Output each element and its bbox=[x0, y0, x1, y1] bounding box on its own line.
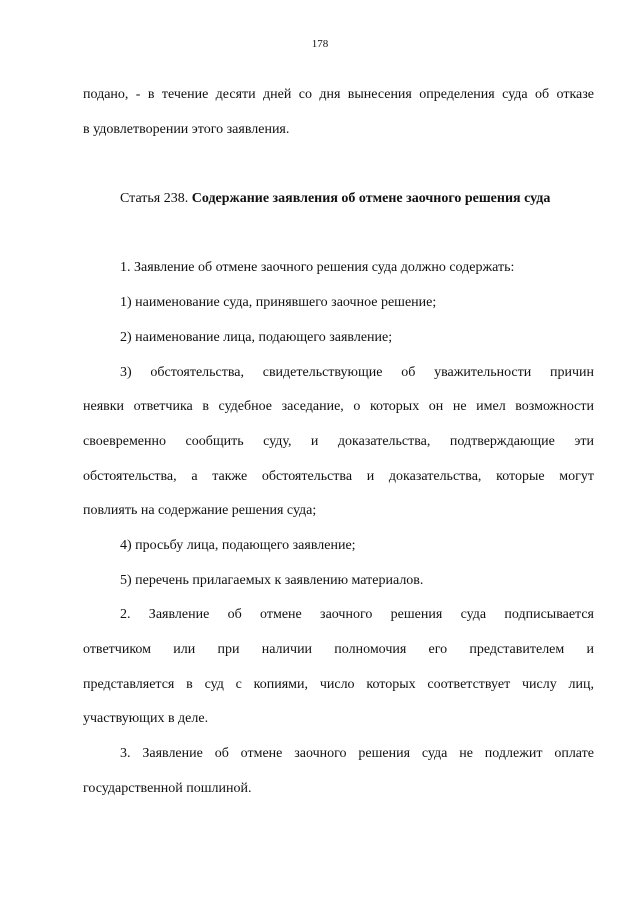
list-item-3-line-3: своевременно сообщить суду, и доказательства, подтверждающие эти bbox=[83, 433, 594, 449]
list-item-5: 5) перечень прилагаемых к заявлению материалов. bbox=[120, 572, 424, 588]
paragraph-2-line-2: ответчиком или при наличии полномочия его представителем и bbox=[83, 642, 594, 657]
page-number: 178 bbox=[311, 38, 329, 50]
paragraph-2-line-1: 2. Заявление об отмене заочного решения суда подписывается bbox=[120, 607, 594, 623]
list-item-2: 2) наименование лица, подающего заявление; bbox=[120, 329, 393, 345]
spacer bbox=[83, 154, 594, 189]
article-number: Статья 238. bbox=[120, 191, 189, 207]
article-heading bbox=[83, 189, 594, 224]
continuation-line-1: подано, - в течение десяти дней со дня вынесения определения суда об отказе bbox=[83, 87, 594, 102]
list-item-3-line-1: 3) обстоятельства, свидетельствующие об уважительности причин bbox=[120, 364, 594, 380]
list-item-1: 1) наименование суда, принявшего заочное решение; bbox=[120, 295, 437, 311]
paragraph-3-line-1: 3. Заявление об отмене заочного решения суда не подлежит оплате bbox=[120, 746, 594, 762]
document-body bbox=[83, 85, 594, 813]
paragraph-3-line-2: государственной пошлиной. bbox=[83, 780, 252, 796]
list-item-4: 4) просьбу лица, подающего заявление; bbox=[120, 537, 356, 553]
list-item-3-line-4: обстоятельства, а также обстоятельства и доказательства, которые могут bbox=[83, 468, 594, 484]
spacer bbox=[83, 224, 594, 259]
paragraph-2-line-3: представляется в суд с копиями, число которых соответствует числу лиц, bbox=[83, 676, 594, 692]
continuation-line-2: в удовлетворении этого заявления. bbox=[83, 121, 290, 137]
paragraph-1-intro: 1. Заявление об отмене заочного решения суда должно содержать: bbox=[120, 260, 515, 276]
list-item-3-line-2: неявки ответчика в судебное заседание, о которых он не имел возможности bbox=[83, 399, 594, 415]
paragraph-2-line-4: участвующих в деле. bbox=[83, 711, 209, 727]
article-title: Содержание заявления об отмене заочного решения суда bbox=[191, 191, 551, 207]
list-item-3-line-5: повлиять на содержание решения суда; bbox=[83, 503, 317, 519]
